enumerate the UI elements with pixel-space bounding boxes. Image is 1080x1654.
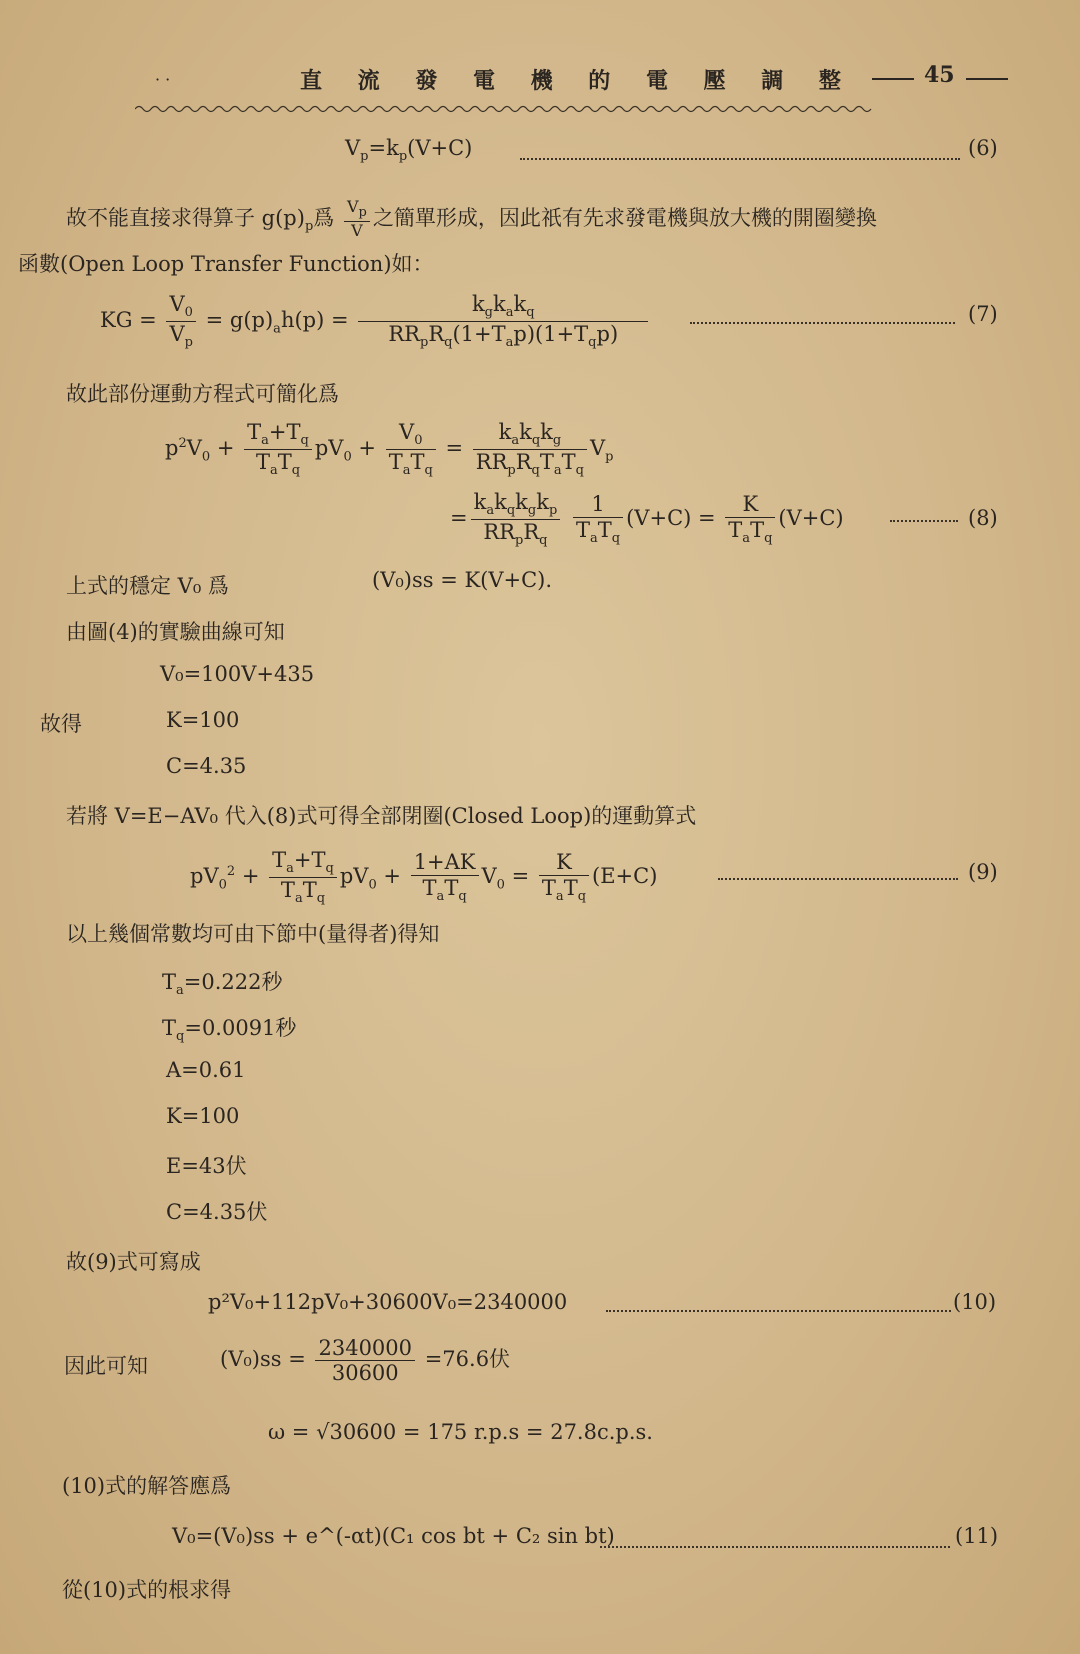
equation-11: V₀=(V₀)ss + e^(-αt)(C₁ cos bt + C₂ sin bt) xyxy=(172,1524,615,1548)
equation-number-11: (11) xyxy=(955,1524,999,1548)
equation-9: $pV_0^2$ + $\frac{T_a+T_q}{T_aT_q}$ $pV_0$ + $\frac{1+AK}{T_aT_q}$ $V_0$ = $\frac{K}{T_aT_q}$ (E+C) xyxy=(190,848,658,907)
equation-8-line-2: = $\frac{k_ak_qk_gk_p}{RR_pR_q}$ $\frac{1}{T_aT_q}$ (V+C) = $\frac{K}{T_aT_q}$ (V+C) xyxy=(450,490,844,549)
paragraph-5: 若將 V=E−AV₀ 代入(8)式可得全部閉圈(Closed Loop)的運動算式 xyxy=(66,804,697,828)
header-dots: · · xyxy=(155,70,171,89)
running-title: 直 流 發 電 機 的 電 壓 調 整 xyxy=(300,68,855,94)
leader-dots-8 xyxy=(890,520,958,522)
equation-8-line-1: $p^2V_0$ + $\frac{T_a+T_q}{T_aT_q}$ $pV_0$ + $\frac{V_0}{T_aT_q}$ = $\frac{k_ak_qk_g}{RR_pR_qT_aT_q}$ $V_p$ xyxy=(165,420,614,479)
equation-7: KG = $\frac{V_0}{V_p}$ = $g(p)_ah(p)$ = $\frac{k_gk_ak_q}{RR_pR_q(1+T_ap)(1+T_qp)}$ xyxy=(100,292,651,351)
omega-equation: ω = √30600 = 175 r.p.s = 27.8c.p.s. xyxy=(268,1420,653,1444)
leader-dots-11 xyxy=(600,1546,950,1548)
paragraph-7: 故(9)式可寫成 xyxy=(66,1250,201,1274)
k-value: K=100 xyxy=(166,708,240,732)
paragraph-6: 以上幾個常數均可由下節中(量得者)得知 xyxy=(66,922,440,946)
leader-dots-7 xyxy=(690,322,955,324)
equation-number-7: (7) xyxy=(968,302,998,326)
leader-dots-9 xyxy=(718,878,958,880)
page-number: 45 xyxy=(924,62,955,88)
curve-equation: V₀=100V+435 xyxy=(160,662,315,686)
constant-e: E=43伏 xyxy=(166,1154,247,1178)
constant-k: K=100 xyxy=(166,1104,240,1128)
header-dash-right xyxy=(966,78,1008,80)
paragraph-10: 從(10)式的根求得 xyxy=(62,1578,232,1602)
constant-c: C=4.35伏 xyxy=(166,1200,268,1224)
leader-dots-6 xyxy=(520,158,960,160)
paragraph-8: 因此可知 xyxy=(64,1354,148,1378)
equation-number-9: (9) xyxy=(968,860,998,884)
paragraph-1-line-1: 故不能直接求得算子 $g(p)_p$爲 $\frac{V_p}{V}$ 之簡單形成，因此祇有先求發電機與放大機的開圈變換 xyxy=(66,197,877,241)
c-value: C=4.35 xyxy=(166,754,247,778)
constant-ta: $T_a=0.222$秒 xyxy=(162,970,283,999)
vss-equation: (V₀)ss = $\frac{2340000}{30600}$ =76.6伏 xyxy=(220,1336,511,1386)
equation-10: p²V₀+112pV₀+30600V₀=2340000 xyxy=(208,1290,568,1314)
equation-6: $V_p=k_p(V+C)$ xyxy=(345,136,473,165)
constant-a: A=0.61 xyxy=(166,1058,246,1082)
header-dash-left xyxy=(872,78,914,80)
steady-state-equation: (V₀)ss = K(V+C). xyxy=(372,568,553,592)
equation-number-6: (6) xyxy=(968,136,998,160)
paragraph-9: (10)式的解答應爲 xyxy=(62,1474,232,1498)
wavy-rule xyxy=(135,104,875,114)
leader-dots-10 xyxy=(606,1310,951,1312)
equation-number-10: (10) xyxy=(953,1290,997,1314)
equation-number-8: (8) xyxy=(968,506,998,530)
paragraph-2: 故此部份運動方程式可簡化爲 xyxy=(66,382,339,406)
therefore-label: 故得 xyxy=(40,712,82,736)
paragraph-4: 由圖(4)的實驗曲線可知 xyxy=(66,620,285,644)
paragraph-3: 上式的穩定 V₀ 爲 xyxy=(66,574,229,598)
paragraph-1-line-2: 函數(Open Loop Transfer Function)如： xyxy=(18,252,434,276)
constant-tq: $T_q=0.0091$秒 xyxy=(162,1016,297,1045)
